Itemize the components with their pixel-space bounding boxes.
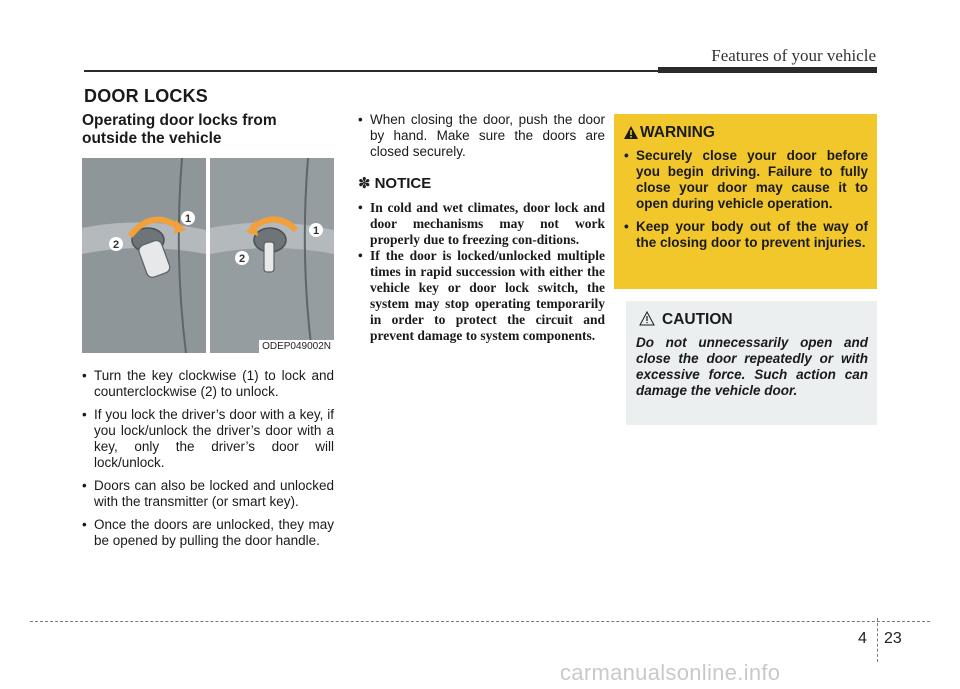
caution-triangle-icon — [639, 311, 655, 326]
column-1-list — [82, 368, 334, 556]
footer-rule — [30, 621, 930, 622]
door-lock-figure — [82, 158, 334, 353]
chapter-number: 4 — [858, 630, 867, 647]
header-rule-accent — [658, 67, 877, 73]
caution-text: Do not unnecessarily open and close the door repeatedly or with excessive force. Such action can damage the vehicle door. — [636, 335, 868, 398]
warning-title: WARNING — [640, 124, 715, 141]
list-item: • Doors can also be locked and unlocked with the transmitter (or smart key). — [82, 478, 334, 510]
subheading: Operating door locks from outside the vehicle — [82, 112, 277, 147]
notice-heading — [358, 174, 605, 192]
figure-code: ODEP049002N — [259, 340, 334, 353]
notice-title: NOTICE — [374, 175, 432, 192]
warning-triangle-icon — [624, 126, 638, 139]
column-1 — [82, 112, 334, 148]
section-title: DOOR LOCKS — [84, 86, 209, 106]
list-item: • When closing the door, push the door by hand. Make sure the doors are closed securely. — [358, 112, 605, 160]
warning-box — [614, 114, 877, 289]
list-item: • If the door is locked/unlocked multiple times in rapid succession with either the vehicle key or door lock switch, the system may stop operating temporarily in order to protect the circuit and prevent damage to system components. — [358, 248, 605, 344]
caution-title: CAUTION — [662, 311, 733, 328]
page-number: 23 — [884, 630, 902, 647]
list-item: • If you lock the driver’s door with a key, if you lock/unlock the driver’s door with a key, only the driver’s door will lock/unlock. — [82, 407, 334, 471]
notice-icon: ✽ — [358, 175, 371, 192]
figure-label-2-left: 2 — [112, 239, 120, 251]
list-item: • Once the doors are unlocked, they may be opened by pulling the door handle. — [82, 517, 334, 549]
list-item: • Keep your body out of the way of the closing door to prevent injuries. — [624, 219, 868, 251]
figure-label-2-right: 2 — [238, 253, 246, 265]
door-lock-illustration — [82, 158, 334, 353]
caution-box — [626, 301, 877, 425]
watermark: carmanualsonline.info — [560, 660, 781, 685]
column-2 — [358, 112, 605, 344]
figure-label-1-right: 1 — [312, 225, 320, 237]
list-item: • Securely close your door before you begin driving. Failure to fully close your door may cause it to open during vehicle operation. — [624, 148, 868, 212]
footer-divider — [877, 618, 878, 662]
figure-label-1-left: 1 — [184, 213, 192, 225]
header-title: Features of your vehicle — [711, 46, 876, 65]
list-item: • Turn the key clockwise (1) to lock and counterclockwise (2) to unlock. — [82, 368, 334, 400]
list-item: • In cold and wet climates, door lock and door mechanisms may not work properly due to freezing con-ditions. — [358, 200, 605, 248]
